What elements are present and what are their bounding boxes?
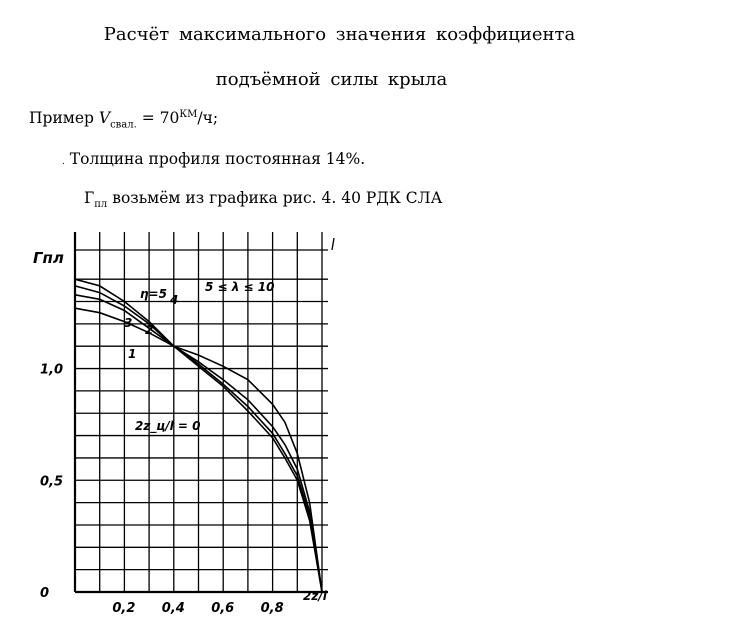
gamma-subscript: пл [94, 199, 108, 211]
annotation-eta: η=5 [140, 287, 167, 301]
x-tick-label: 0,4 [161, 601, 185, 616]
v-equals: = 70 [136, 109, 180, 128]
grid-edge-mark [332, 238, 334, 250]
curve-label-1: 1 [128, 347, 137, 361]
thickness-text: Толщина профиля постоянная 14%. [64, 150, 366, 168]
v-subscript: свал. [110, 119, 137, 131]
x-tick-label: 0,2 [112, 601, 136, 616]
v-symbol: V [98, 109, 111, 128]
y-tick-label: 0,5 [40, 474, 64, 490]
gamma-symbol: Г [84, 189, 95, 207]
y-tick-label: 1,0 [40, 362, 64, 378]
thickness-dot: . [62, 157, 65, 167]
x-axis-label: 2z/l [303, 589, 327, 603]
curve-label-4: 4 [170, 293, 179, 307]
chart-ticks [40, 363, 284, 616]
annotation-lambda: 5 ≤ λ ≤ 10 [205, 280, 275, 294]
annotation-z-ratio: 2z_ц/l = 0 [135, 419, 201, 433]
x-tick-label: 0,6 [211, 601, 235, 616]
y-axis-label: Гпл [33, 249, 64, 267]
v-unit-rest: /ч; [197, 109, 219, 128]
gamma-text: возьмём из графика рис. 4. 40 РДК СЛА [107, 189, 443, 207]
title-line-1: Расчёт максимального значения коэффициента [103, 24, 576, 45]
x-tick-label: 0,8 [260, 601, 284, 616]
example-prefix: Пример [29, 109, 99, 128]
y-tick-label: 0 [40, 586, 50, 601]
curve-label-2: 2 [145, 323, 154, 337]
curve-label-3: 3 [124, 316, 133, 330]
v-unit-sup: КМ [179, 109, 198, 120]
title-line-2: подъёмной силы крыла [215, 69, 448, 90]
